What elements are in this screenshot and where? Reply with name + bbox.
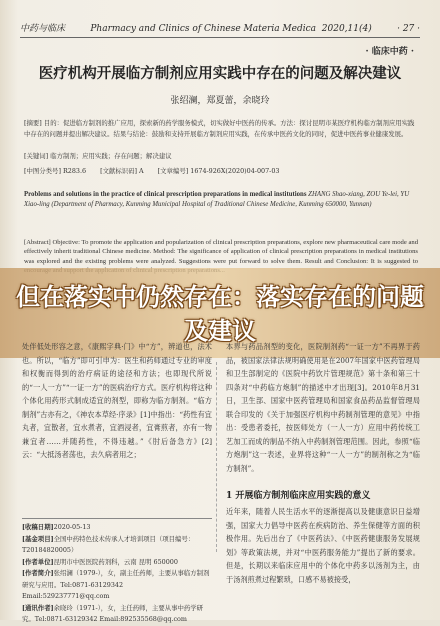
- clc-number: [中图分类号] R283.6: [24, 167, 87, 175]
- info-corresponding: [通讯作者]余晓玲（1971-），女，主任药师，主要从事中药学研究。Tel:0871-63129342 Email:892535568@qq.com: [22, 603, 204, 623]
- body-right-column: [226, 340, 420, 486]
- info-author: [作者简介]张绍澜（1979-），女，副主任药师，主要从事临方制剂研究与应用。Tel:0871-63129342 Email:529237771@qq.com: [22, 569, 210, 600]
- info-received: [收稿日期]2020-05-13: [22, 523, 91, 531]
- info-fund: [基金项目]全国中药特色技术传承人才培训项目（项目编号：T20184820005）: [22, 534, 195, 554]
- chinese-abstract: [摘要] 目的：促进临方制剂的推广应用，探索新的药学服务模式，切实做好中医药的传承。方法：探讨昆明市某医疗机构临方制剂应用实践中存在的问题并提出解决建议。结果与结论：鼓励和支持开展临方制剂应用实践，在传承中医药文化的同时，促进中医药事业健康发展。: [24, 119, 415, 138]
- section-body: 近年来，随着人民生活水平的逐渐提高以及健康意识日益增强，国家大力倡导中医药在疾病防治、养生保健等方面的积极作用。先后出台了《中医药法》、《中医药健康服务发展规划》等政策法规，并对“中医药服务能力”提出了新的要求。但是，长期以来临床应用中的个体化中药多以汤剂为主，由于汤剂煎煮过程繁琐，口感不易被接受，: [226, 507, 420, 584]
- english-authors: ZHANG Shao-xiang, ZOU Ye-lei, YU Xiao-ling: [24, 191, 410, 208]
- english-title-block: [24, 190, 418, 209]
- body-left-column: [22, 340, 212, 462]
- classification-ids: [24, 166, 418, 175]
- english-affiliation: (Department of Pharmacy, Kunming Municipal Hospital of Traditional Chinese Medicine, Kunming 650000, Yunnan): [51, 200, 372, 208]
- article-title: 医疗机构开展临方制剂应用实践中存在的问题及解决建议: [38, 65, 402, 82]
- section-tag: · 临床中药 ·: [365, 47, 414, 57]
- section-heading: 1 开展临方制剂临床应用实践的意义: [226, 491, 371, 501]
- info-unit: [作者单位]昆明市中医医院药剂科，云南 昆明 650000: [22, 557, 178, 566]
- english-abstract: [Abstract] Objective: To promote the application and popularization of clinical prescription preparations, explore new pharmaceutical care mode and effectively inherit traditional Chinese medicine. Method: The significance of application of clinical prescription preparations in medical institutions was explored and the existing problems were analyzed. Suggestions were put forward to solve them. Result and Conclusion: It is suggested to: [24, 239, 418, 265]
- journal-name-en: Pharmacy and Clinics of Chinese Materia Medica 2020,11(4): [90, 24, 372, 34]
- article-number: [文章编号] 1674-926X(2020)04-007-03: [157, 167, 280, 175]
- page-number: · 27 ·: [397, 24, 420, 34]
- doc-code: [文献标识码] A: [100, 167, 144, 175]
- article-authors: 张绍澜，郑夏蕾，余晓玲: [170, 96, 270, 106]
- running-header: [20, 14, 420, 38]
- journal-name-cn: 中药与临床: [20, 24, 66, 34]
- english-title: Problems and solutions in the practice of clinical prescription preparations in medical institutions: [24, 191, 307, 198]
- left-column-text: 处伴低处形容之意，《康熙字典·门》中“方”，辨道也，法术也。所以，“临方”即可引申为：医生和药师通过专业的审度和权衡而得到的治疗病证的途径和方法；也即现代所说的“一人一方”“一证一方”的医病治疗方式。医疗机构将这种个体化用药形式制成适宜的剂型，即称为临方制剂。“临方制剂”古亦有之，《神农本草经·序录》[1]中指出：“药性有宜丸者，宜散者，宜水煮者，宜酒浸者，宜膏煎者，亦有一物兼宜者……并随药性，不得违越。”《肘后备急方》[2]云：“大抵汤者荡也，去久病者用之；: [22, 342, 212, 459]
- right-column-text: 本界与药品剂型的变化，医院制剂药“一证一方”不再界于药品，被国家法律法规明确使用是在2007年国家中医药管理局和卫生部制定的《医院中药饮片管理规范》第十条和第三十四条对“中药临方炮制”的描述中才出现[3]。2010年8月31日，卫生部、国家中医药管理局和国家食品药品监督管理局联合印发的《关于加强医疗机构中药制剂管理的意见》中指出：受患者委托，按医师处方（一人一方）应用中药传统工艺加工而成的制品不纳入中药制剂管理范围。因此，参照“临方炮制”这一表述，业界将这种“一人一方”的制剂称之为“临方制剂”。: [226, 342, 420, 473]
- overlay-headline: 但在落实中仍然存在：落实存在的问题及建议: [16, 283, 424, 345]
- keywords: [关键词] 临方制剂；应用实践；存在问题；解决建议: [24, 152, 172, 160]
- article-info-box: [22, 518, 212, 626]
- column-divider: [216, 362, 217, 552]
